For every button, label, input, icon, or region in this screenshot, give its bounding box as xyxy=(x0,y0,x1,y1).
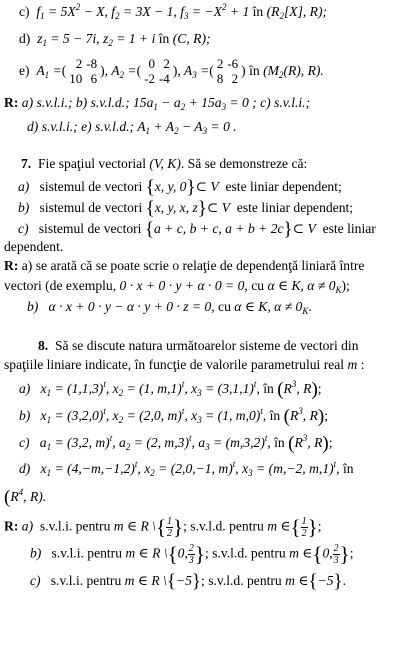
ex7-item-c: c) sistemul de vectori {a + c, b + c, a + b + 2c}⊂ V este liniar xyxy=(18,219,376,240)
ex6-item-c: c) $f_1 = 5X^2 - X$, $f_2 = 3X - 1$, $f_3 = -X^2 + 1$ în ($R_2[X]$, R); xyxy=(19,2,328,21)
ex8-item-d: d) $x_1 = (4,-m,-1,2)^t$, $x_2 = (2,0,-1$, m)$^t$, $x_3 = (m,-2$, m,1)$^t$, în xyxy=(19,459,354,478)
ex6-answer: R: a) s.v.l.i.; b) s.v.l.d.; $15a_1 - a_2 + 15a_3 = 0$ ; c) s.v.l.i.; xyxy=(4,95,311,112)
ex6-answer-2: d) s.v.l.i.; e) s.v.l.d.; $A_1 + A_2 - A_3 = 0$ . xyxy=(27,119,237,136)
ex7-item-a: a) sistemul de vectori {x, y, 0}⊂ V este liniar dependent; xyxy=(18,177,342,198)
ex8-intro-cont: spaţiile liniare indicate, în funcţie de valorile parametrului real m : xyxy=(4,357,365,372)
ex8-item-a: a) $x_1 = (1,1,3)^t$, $x_2 = (1$, m,1)$^t$, $x_3 = (3,1,1)^t$, în ($R^3$, R); xyxy=(19,379,322,400)
ex7-intro: 7. Fie spaţiul vectorial (V, K). Să se demonstreze că: xyxy=(21,156,308,171)
matrix-a1: ( 2 -8 10 6 ) xyxy=(61,56,105,86)
ex7-item-b: b) sistemul de vectori {x, y, x, z}⊂ V este liniar dependent; xyxy=(18,198,354,219)
ex7-answer-b: b) α · x + 0 · y − α · y + 0 · z = 0, cu α ∈ K, $\alpha \ne 0_K$. xyxy=(27,299,312,316)
answer-label: R: xyxy=(4,95,19,110)
ex7-item-c-cont: dependent. xyxy=(4,239,64,254)
ex8-answer-a: R: a) s.v.l.i. pentru m ∈ R \{ $\frac{1}{2}$ }; s.v.l.d. pentru m ∈{ $\frac{1}{2}$ }; xyxy=(4,515,322,539)
item-label: c) xyxy=(19,4,30,19)
ex8-item-b: b) $x_1 = (3,2,0)^t$, $x_2 = (2,0$, m)$^t$, $x_3 = (1$, m,0)$^t$, în ($R^3$, R); xyxy=(19,406,328,427)
ex8-answer-b: b) s.v.l.i. pentru m ∈ R \{0, $\frac{2}{3}$ }; s.v.l.d. pentru m ∈{0, $\frac{2}{3}$ }; xyxy=(30,542,354,566)
matrix-a2: ( 0 2 -2 -4 ) xyxy=(136,56,178,86)
item-label: e) xyxy=(19,63,30,79)
ex8-item-d-cont: ($R^4$, R). xyxy=(4,487,47,508)
answer-label: R: xyxy=(4,518,19,534)
exercise-number: 8. xyxy=(38,338,49,353)
ex8-answer-c: c) s.v.l.i. pentru m ∈ R \{−5}; s.v.l.d. pentru m ∈{−5}. xyxy=(30,571,347,592)
ex7-answer-cont: vectori (de exemplu, 0 · x + 0 · y + α · 0 = 0, cu α ∈ K, $\alpha \ne 0_K$); xyxy=(4,278,350,295)
matrix-a3: ( 2 -6 8 2 ) xyxy=(209,56,246,86)
answer-label: R: xyxy=(4,258,19,273)
item-label: d) xyxy=(19,31,31,46)
exercise-number: 7. xyxy=(21,156,32,171)
ex7-answer: R: a) se arată că se poate scrie o relaţie de dependenţă liniară între xyxy=(4,258,365,273)
ex6-item-e: e) $A_1$ = ( 2 -8 10 6 ) , $A_2$ = ( 0 2 -2 -4 ) , $A_3$ = ( 2 -6 8 2 ) în ($M_2(R)$, R). xyxy=(19,56,324,86)
ex8-item-c: c) $a_1 = (3,2$, m)$^t$, $a_2 = (2$, m,3)$^t$, $a_3 = (m,3,2)^t$, în ($R^3$, R); xyxy=(19,433,333,454)
ex6-item-d: d) $z_1 = 5 - 7i$, $z_2 = 1 + i$ în (C, R); xyxy=(19,31,211,48)
ex8-intro: 8. Să se discute natura următoarelor sisteme de vectori din xyxy=(38,338,359,353)
